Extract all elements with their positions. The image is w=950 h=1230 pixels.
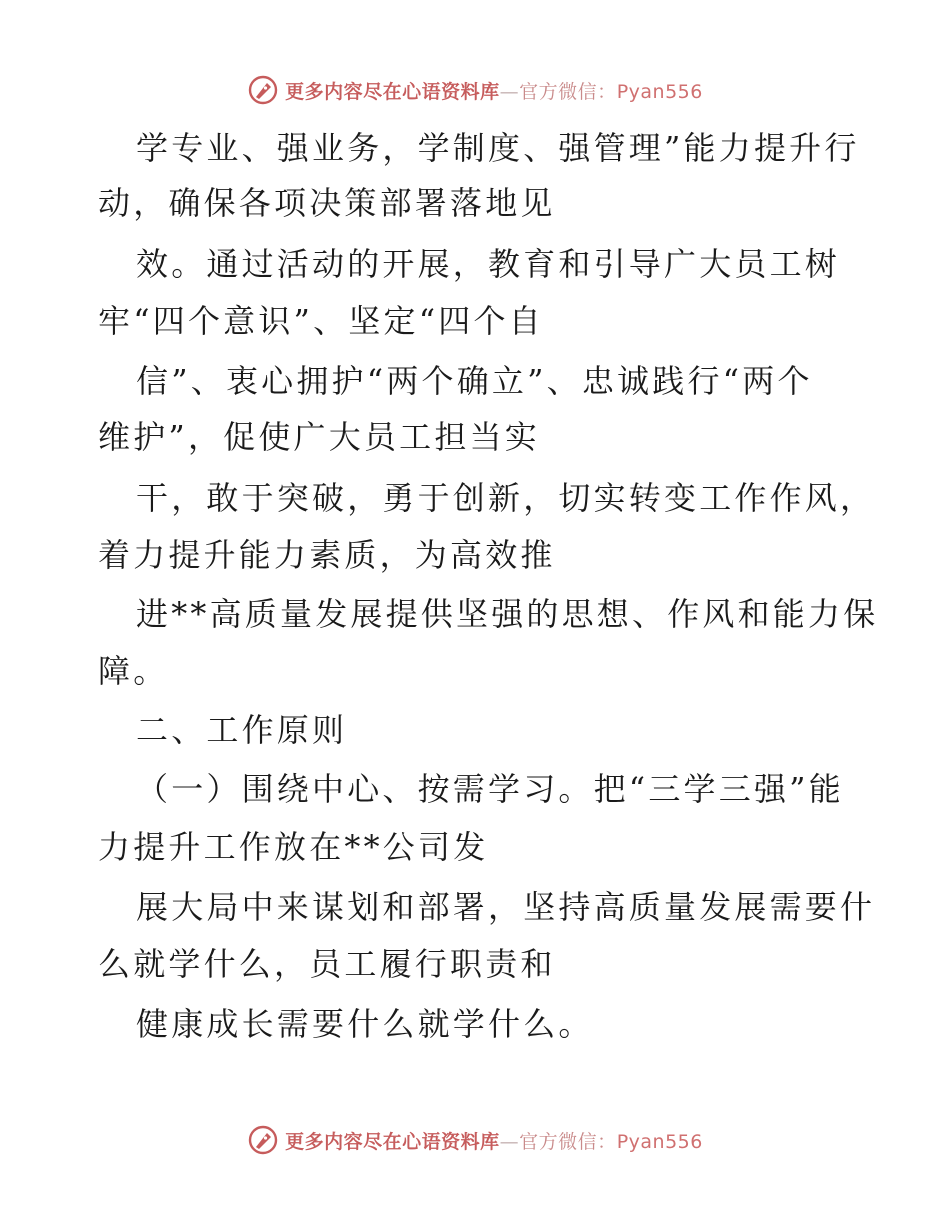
text-line: 展大局中来谋划和部署，坚持高质量发展需要什 [136, 888, 876, 926]
watermark-text [285, 1127, 703, 1154]
watermark-account: Pyan556 [616, 80, 703, 103]
text-line: 信”、衷心拥护“两个确立”、忠诚践行“两个 [136, 362, 813, 400]
watermark-label: 官方微信： [519, 80, 617, 103]
text-line: 牢“四个意识”、坚定“四个自 [98, 302, 544, 340]
watermark-text [285, 77, 703, 104]
watermark-dash: — [499, 80, 520, 103]
text-line: 着力提升能力素质，为高效推 [98, 536, 556, 574]
watermark-brand: 更多内容尽在心语资料库 [285, 1130, 500, 1153]
section-heading: 二、工作原则 [136, 711, 348, 749]
text-line: 障。 [98, 652, 169, 690]
text-line: 进**高质量发展提供坚强的思想、作风和能力保 [136, 595, 879, 633]
text-line: 维护”，促使广大员工担当实 [98, 418, 540, 456]
watermark-brand: 更多内容尽在心语资料库 [285, 80, 500, 103]
pen-nib-circle-icon [247, 74, 279, 106]
text-line: 干，敢于突破，勇于创新，切实转变工作作风， [136, 479, 876, 517]
text-line: 效。通过活动的开展，教育和引导广大员工树 [136, 245, 841, 283]
footer-watermark [0, 1120, 950, 1160]
text-line: 学专业、强业务，学制度、强管理”能力提升行 [136, 129, 860, 167]
text-line: 动，确保各项决策部署落地见 [98, 184, 556, 222]
text-line: 力提升工作放在**公司发 [98, 828, 489, 866]
text-line: 健康成长需要什么就学什么。 [136, 1005, 594, 1043]
header-watermark [0, 70, 950, 110]
watermark-dash: — [499, 1130, 520, 1153]
watermark-account: Pyan556 [616, 1130, 703, 1153]
text-line: 么就学什么，员工履行职责和 [98, 945, 556, 983]
text-line: （一）围绕中心、按需学习。把“三学三强”能 [136, 770, 844, 808]
pen-nib-circle-icon [247, 1124, 279, 1156]
watermark-label: 官方微信： [519, 1130, 617, 1153]
